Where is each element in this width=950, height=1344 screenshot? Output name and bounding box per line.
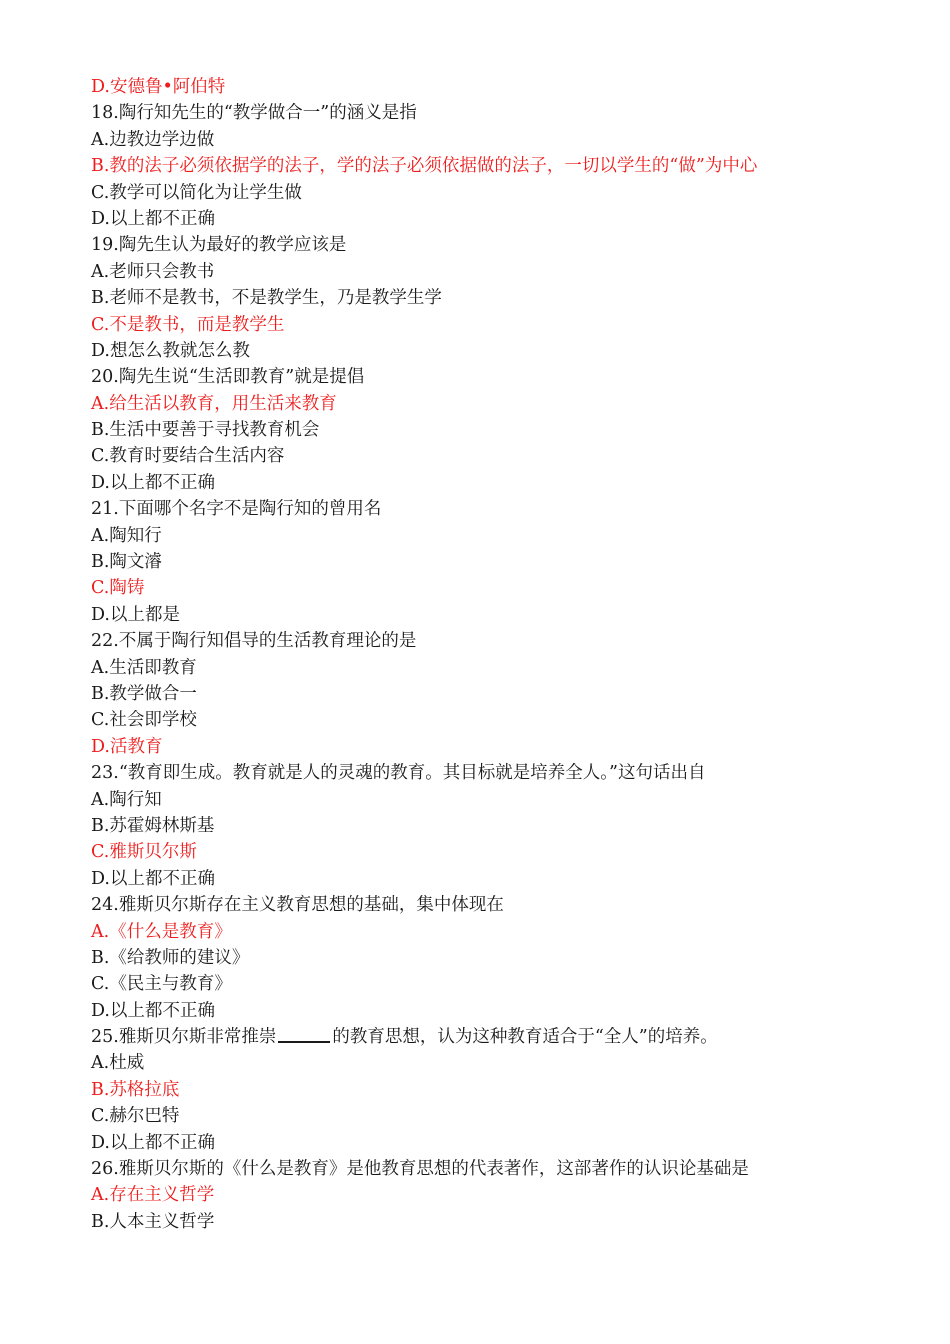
line-text: A.杜威	[91, 1053, 145, 1074]
line-text: C.教学可以简化为让学生做	[91, 182, 302, 203]
line-text-after-blank: 的教育思想，认为这种教育适合于“全人”的培养。	[332, 1027, 718, 1048]
correct-answer-option	[91, 839, 911, 865]
line-text: B.苏霍姆林斯基	[91, 815, 215, 836]
correct-answer-option	[91, 312, 911, 338]
line-text: C.不是教书，而是教学生	[91, 314, 285, 335]
answer-option	[91, 443, 911, 469]
line-text: B.老师不是教书，不是教学生，乃是教学生学	[91, 288, 442, 309]
answer-option	[91, 655, 911, 681]
correct-answer-option	[91, 1077, 911, 1103]
correct-answer-option	[91, 74, 911, 100]
answer-option	[91, 813, 911, 839]
answer-option	[91, 866, 911, 892]
line-text: B.陶文濬	[91, 552, 162, 573]
line-text: 19.陶先生认为最好的教学应该是	[91, 235, 347, 256]
line-text: D.以上都不正确	[91, 868, 215, 889]
line-text: B.苏格拉底	[91, 1079, 180, 1100]
line-text: C.赫尔巴特	[91, 1106, 180, 1127]
answer-option	[91, 1050, 911, 1076]
line-text: D.想怎么教就怎么教	[91, 340, 250, 361]
line-text: C.雅斯贝尔斯	[91, 842, 197, 863]
line-text: A.边教边学边做	[91, 129, 215, 150]
line-text: 21.下面哪个名字不是陶行知的曾用名	[91, 499, 382, 520]
line-text: D.以上都不正确	[91, 208, 215, 229]
line-text: D.以上都是	[91, 604, 180, 625]
line-text: A.《什么是教育》	[91, 921, 232, 942]
line-text: A.陶行知	[91, 789, 162, 810]
answer-option	[91, 470, 911, 496]
answer-option	[91, 998, 911, 1024]
answer-option	[91, 259, 911, 285]
line-text: D.以上都不正确	[91, 1000, 215, 1021]
line-text: D.安德鲁•阿伯特	[91, 77, 226, 97]
answer-option	[91, 206, 911, 232]
line-text: 25.雅斯贝尔斯非常推崇	[91, 1027, 277, 1048]
line-text: B.人本主义哲学	[91, 1211, 215, 1232]
line-text: A.生活即教育	[91, 657, 197, 678]
answer-option	[91, 417, 911, 443]
correct-answer-option	[91, 1182, 911, 1208]
answer-option	[91, 945, 911, 971]
answer-option	[91, 180, 911, 206]
line-text: 23.“教育即生成。教育就是人的灵魂的教育。其目标就是培养全人。”这句话出自	[91, 763, 706, 784]
line-text: D.以上都不正确	[91, 472, 215, 493]
line-text: C.教育时要结合生活内容	[91, 446, 285, 467]
document-page	[91, 74, 911, 1235]
line-text: D.以上都不正确	[91, 1132, 215, 1153]
answer-option	[91, 1130, 911, 1156]
line-text: 20.陶先生说“生活即教育”就是提倡	[91, 367, 365, 388]
question-text	[91, 100, 911, 126]
question-text	[91, 364, 911, 390]
line-text: A.陶知行	[91, 525, 162, 546]
answer-option	[91, 602, 911, 628]
line-text: 22.不属于陶行知倡导的生活教育理论的是	[91, 631, 417, 652]
question-text	[91, 628, 911, 654]
answer-option	[91, 787, 911, 813]
answer-option	[91, 523, 911, 549]
answer-option	[91, 681, 911, 707]
line-text: A.给生活以教育，用生活来教育	[91, 393, 337, 414]
line-text: D.活教育	[91, 736, 163, 757]
line-text: A.存在主义哲学	[91, 1185, 215, 1206]
answer-option	[91, 549, 911, 575]
question-text	[91, 892, 911, 918]
answer-option	[91, 1209, 911, 1235]
line-text: B.教学做合一	[91, 683, 197, 704]
line-text: A.老师只会教书	[91, 261, 215, 282]
correct-answer-option	[91, 919, 911, 945]
correct-answer-option	[91, 734, 911, 760]
line-text: 24.雅斯贝尔斯存在主义教育思想的基础，集中体现在	[91, 895, 504, 916]
answer-option	[91, 127, 911, 153]
line-text: B.生活中要善于寻找教育机会	[91, 420, 320, 441]
correct-answer-option	[91, 153, 911, 179]
question-text	[91, 496, 911, 522]
line-text: C.社会即学校	[91, 710, 197, 731]
question-text	[91, 760, 911, 786]
line-text: B.《给教师的建议》	[91, 947, 250, 968]
question-text	[91, 1156, 911, 1182]
answer-option	[91, 285, 911, 311]
line-text: C.陶铸	[91, 578, 145, 599]
line-text: 26.雅斯贝尔斯的《什么是教育》是他教育思想的代表著作，这部著作的认识论基础是	[91, 1159, 749, 1180]
answer-option	[91, 338, 911, 364]
answer-option	[91, 971, 911, 997]
question-text	[91, 232, 911, 258]
correct-answer-option	[91, 575, 911, 601]
line-text: C.《民主与教育》	[91, 974, 232, 995]
fill-in-blank	[278, 1024, 330, 1043]
question-text	[91, 1024, 911, 1050]
line-text: B.教的法子必须依据学的法子，学的法子必须依据做的法子，一切以学生的“做”为中心	[91, 156, 758, 177]
line-text: 18.陶行知先生的“教学做合一”的涵义是指	[91, 103, 417, 124]
answer-option	[91, 707, 911, 733]
correct-answer-option	[91, 391, 911, 417]
answer-option	[91, 1103, 911, 1129]
